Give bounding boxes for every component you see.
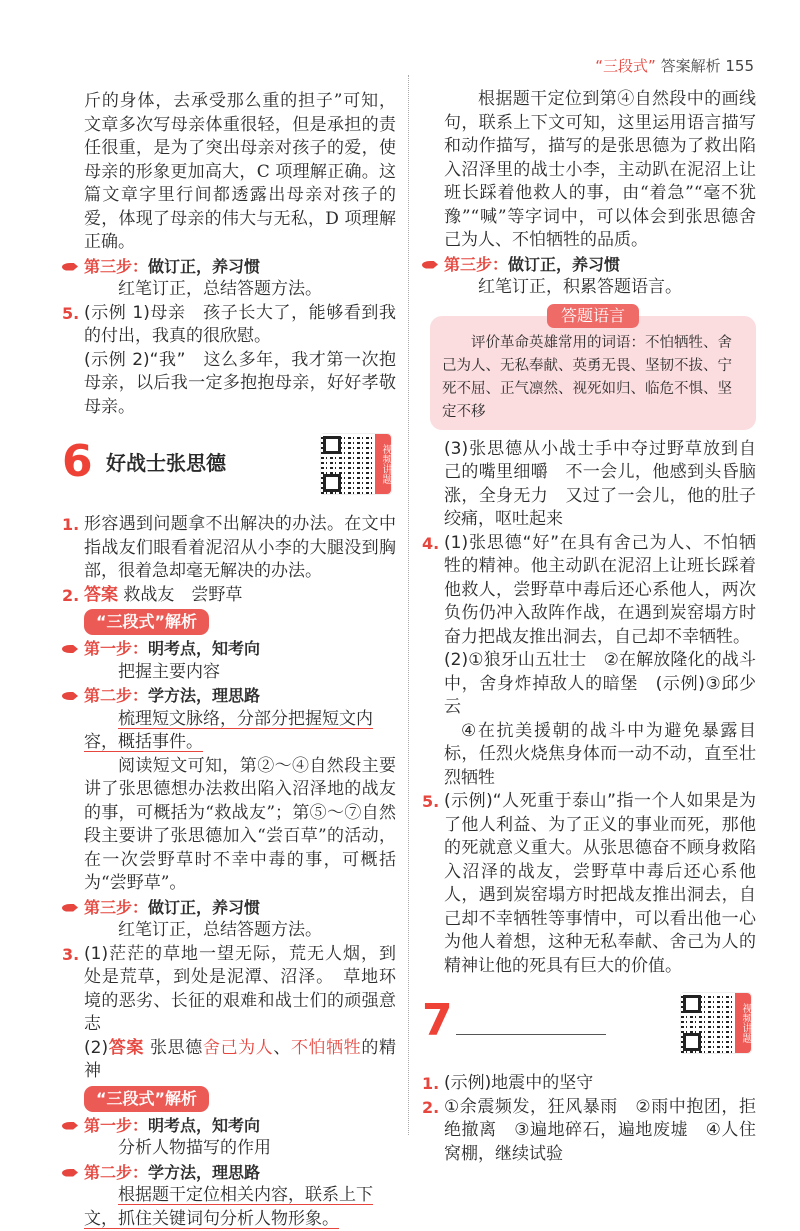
item-number: 3. <box>62 944 80 964</box>
right-column <box>422 88 756 1166</box>
step-body: 红笔订正，总结答题方法。 <box>118 279 322 299</box>
page-header <box>595 55 754 76</box>
box-title: 答题语言 <box>547 304 639 328</box>
highlight: 舍己为人 <box>202 1037 274 1058</box>
answer-5 <box>62 302 396 420</box>
answer-text: (1)茫茫的草地一望无际，荒无人烟，到处是荒草，到处是泥潭、沼泽。 草地环境的恶劣、长征的艰难和战士们的顽强意志 <box>84 943 396 1034</box>
step-one <box>62 637 396 661</box>
answer-text: ①余震频发，狂风暴雨 ②雨中抱团，拒绝撤离 ③遍地碎石，遍地废墟 ④人住窝棚，继续试验 <box>444 1096 756 1164</box>
step-label: 第三步： <box>84 256 149 276</box>
answer-text: 的精神 <box>84 1037 397 1081</box>
title-blank <box>456 1034 606 1035</box>
step-body: 把握主要内容 <box>118 661 220 682</box>
paragraph: 阅读短文可知，第②～④自然段主要讲了张思德想办法救出陷入沼泽地的战友的事，可概括为“救战友”；第⑤～⑦自然段主要讲了张思德加入“尝百草”的活动，在一次尝野草时不幸中毒的事，可概括为“尝野草”。 <box>84 755 396 893</box>
answer-language-box <box>430 305 756 430</box>
step-two <box>62 684 396 708</box>
step-three <box>62 896 396 920</box>
analysis-badge: “三段式”解析 <box>84 1086 209 1112</box>
left-column <box>62 90 396 1231</box>
arrow-icon <box>422 261 438 269</box>
header-title: 答案解析 <box>660 57 721 75</box>
answer-2 <box>62 584 396 608</box>
answer-text: 救战友 尝野草 <box>123 584 243 605</box>
answer-text: (3)张思德从小战士手中夺过野草放到自己的嘴里细嚼 不一会儿，他感到头昏脑涨，全身无力 又过了一会儿，他的肚子绞痛，呕吐起来 <box>444 438 756 529</box>
step-body: 分析人物描写的作用 <box>118 1138 271 1158</box>
step-title: 学方法，理思路 <box>148 1162 261 1182</box>
qr-code-video[interactable] <box>680 992 752 1054</box>
step-three <box>62 255 396 279</box>
step-title: 明考点，知考向 <box>148 1115 261 1135</box>
underlined-method: 梳理短文脉络，分部分把握短文内容，概括事件。 <box>84 708 373 752</box>
answer-text: ④在抗美援朝的战斗中为避免暴露目标，任烈火烧焦身体而一动不动，直至壮烈牺牲 <box>444 720 756 788</box>
answer-text: (示例)地震中的坚守 <box>444 1073 594 1093</box>
highlight: 不怕牺牲 <box>290 1037 362 1058</box>
section-number: 6 <box>62 436 93 487</box>
item-number: 5. <box>422 792 440 811</box>
step-label: 第三步： <box>84 897 149 917</box>
step-body: 红笔订正，积累答题语言。 <box>478 277 682 297</box>
answer-3 <box>62 943 396 1084</box>
arrow-icon <box>62 692 78 700</box>
paragraph: 斤的身体，去承受那么重的担子”可知，文章多次写母亲体重很轻，但是承担的责任很重，是为了突出母亲对孩子的爱，使母亲的形象更加高大，C 项理解正确。这篇文章字里行间都透露出母亲对孩子的爱，体现了母亲的伟大与无私，D 项理解正确。 <box>84 91 396 252</box>
answer-1 <box>422 1072 756 1096</box>
step-three <box>422 253 756 277</box>
item-number: 4. <box>422 533 440 553</box>
answer-text: (2)①狼牙山五壮士 ②在解放隆化的战斗中，舍身炸掉敌人的暗堡 (示例)③邱少云 <box>444 650 756 717</box>
step-title: 明考点，知考向 <box>148 639 261 658</box>
arrow-icon <box>62 904 78 912</box>
box-text: 评价革命英雄常用的词语：不怕牺牲、舍己为人、无私奉献、英勇无畏、坚韧不拔、宁死不屈、正气凛然、视死如归、临危不惧、坚定不移 <box>442 334 732 420</box>
answer-2 <box>422 1096 756 1167</box>
answer-5 <box>422 790 756 978</box>
page-number: 155 <box>725 57 754 75</box>
section-number: 7 <box>422 995 453 1046</box>
section-7-heading <box>422 986 756 1064</box>
answer-text <box>84 1037 396 1084</box>
paragraph: 根据题干定位到第④自然段中的画线句，联系上下文可知，这里运用语言描写和动作描写，描写的是张思德为了救出陷入沼泽里的战士小李，主动趴在泥沼上让班长踩着他救人的事，由“着急”“毫不犹豫”“喊”等字词中，可以体会到张思德舍己为人、不怕牺牲的品质。 <box>444 89 756 250</box>
step-label: 第二步： <box>84 1162 149 1182</box>
column-divider <box>408 75 409 1135</box>
answer-text: 形容遇到问题拿不出解决的办法。在文中指战友们眼看着泥沼从小李的大腿没到胸部，很着急却毫无解决的办法。 <box>84 514 396 581</box>
item-number: 2. <box>62 585 80 605</box>
step-title: 做订正，养习惯 <box>148 897 261 917</box>
answer-1 <box>62 513 396 584</box>
answer-4 <box>422 532 756 791</box>
step-label: 第一步： <box>84 1115 149 1135</box>
item-number: 1. <box>422 1074 440 1093</box>
arrow-icon <box>62 1122 78 1130</box>
header-brand: “三段式” <box>595 57 656 75</box>
step-title: 做订正，养习惯 <box>508 254 621 274</box>
section-6-heading <box>62 427 396 505</box>
item-number: 1. <box>62 515 80 534</box>
qr-code-icon <box>321 434 375 494</box>
qr-tag: 视频讲题 <box>735 993 751 1053</box>
answer-label: 答案 <box>84 584 118 605</box>
item-number: 5. <box>62 303 80 323</box>
qr-code-icon <box>681 993 735 1053</box>
step-label: 第三步： <box>444 254 509 274</box>
answer-text: 张思德 <box>143 1037 203 1058</box>
answer-text: (示例 1)母亲 孩子长大了，能够看到我的付出，我真的很欣慰。 <box>84 302 396 346</box>
step-label: 第二步： <box>84 686 149 705</box>
underlined-method: 根据题干定位相关内容，联系上下文，抓住关键词句分析人物形象。 <box>84 1185 373 1229</box>
answer-text: (示例 2)“我” 这么多年，我才第一次抱母亲，以后我一定多抱抱母亲，好好孝敬母亲。 <box>84 349 396 417</box>
qr-tag: 视频讲题 <box>375 434 391 494</box>
answer-label: 答案 <box>108 1037 144 1058</box>
step-two <box>62 1161 396 1185</box>
arrow-icon <box>62 263 78 271</box>
qr-code-video[interactable] <box>320 433 392 495</box>
answer-text: (1)张思德“好”在具有舍己为人、不怕牺牲的精神。他主动趴在泥沼上让班长踩着他救人，尝野草中毒后还心系他人，两次负伤仍冲入敌阵作战，在遇到炭窑塌方时奋力把战友推出洞去，自己却不幸牺牲。 <box>444 532 756 647</box>
analysis-badge: “三段式”解析 <box>84 609 209 635</box>
step-one <box>62 1114 396 1138</box>
answer-text: (示例)“人死重于泰山”指一个人如果是为了他人利益、为了正义的事业而死，那他的死就意义重大。从张思德奋不顾身救陷入沼泽的战友，尝野草中毒后还心系他人，遇到炭窑塌方时把战友推出洞去，自己却不幸牺牲等事情中，可以看出他一心为他人着想，这种无私奉献、舍己为人的精神让他的死具有巨大的价值。 <box>444 791 756 976</box>
step-label: 第一步： <box>84 639 149 658</box>
step-title: 做订正，养习惯 <box>148 256 261 276</box>
item-number: 2. <box>422 1097 440 1117</box>
part-label: (2) <box>84 1037 109 1058</box>
step-title: 学方法，理思路 <box>148 686 261 705</box>
section-title: 好战士张思德 <box>106 451 226 475</box>
arrow-icon <box>62 1169 78 1177</box>
step-body: 红笔订正，总结答题方法。 <box>118 920 322 940</box>
arrow-icon <box>62 645 78 653</box>
separator: 、 <box>273 1037 291 1058</box>
